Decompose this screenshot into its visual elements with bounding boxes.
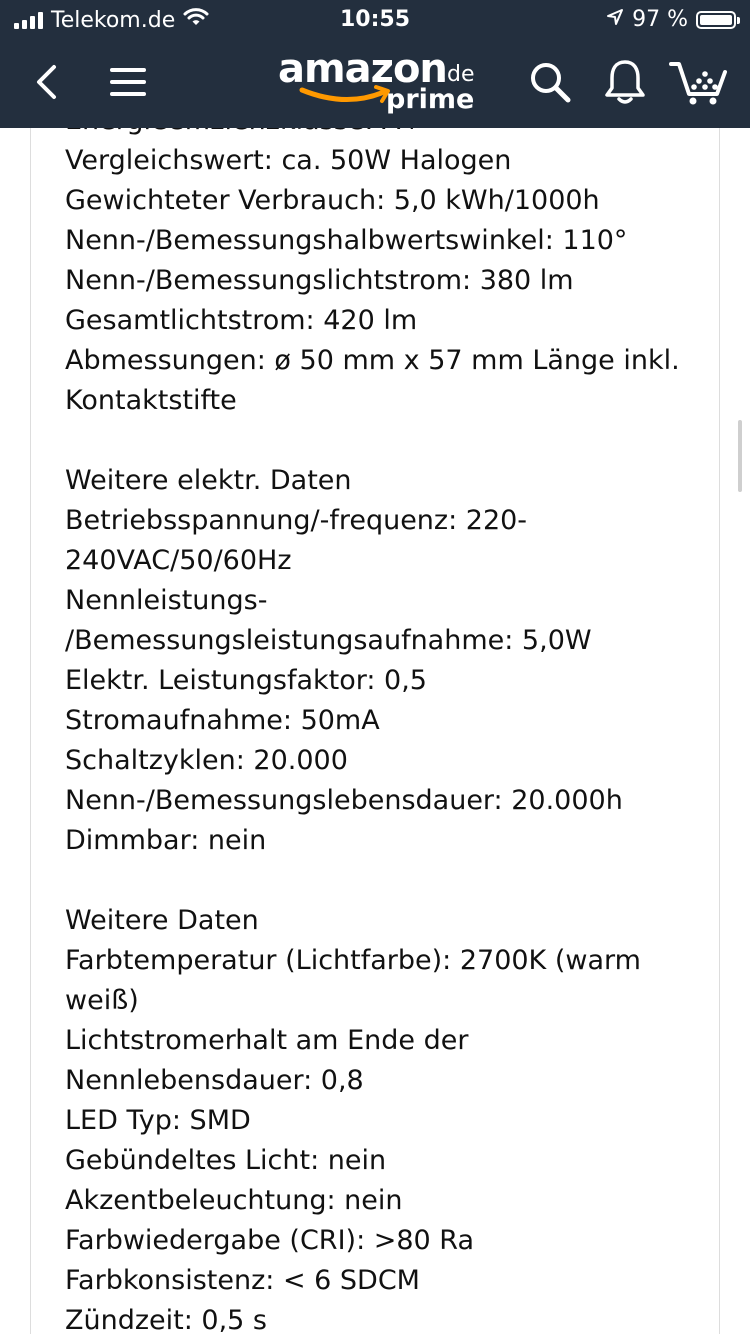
spec-line: Zündzeit: 0,5 s (65, 1305, 267, 1336)
logo-wordmark: amazon (278, 46, 447, 92)
spec-line: 240VAC/50/60Hz (65, 545, 292, 576)
spec-line: Weitere Daten (65, 905, 259, 936)
spec-line: Elektr. Leistungsfaktor: 0,5 (65, 665, 427, 696)
spec-line: Farbtemperatur (Lichtfarbe): 2700K (warm (65, 945, 641, 976)
carrier-label: Telekom.de (51, 7, 176, 33)
spec-line: Gewichteter Verbrauch: 5,0 kWh/1000h (65, 185, 600, 216)
scroll-indicator (738, 420, 742, 492)
location-icon (606, 7, 624, 32)
back-button[interactable] (26, 60, 66, 104)
menu-icon (109, 66, 147, 98)
spec-line: Nennlebensdauer: 0,8 (65, 1065, 364, 1096)
search-button[interactable] (526, 58, 574, 106)
spec-line: Nenn-/Bemessungslichtstrom: 380 lm (65, 265, 574, 296)
spec-line: Akzentbeleuchtung: nein (65, 1185, 403, 1216)
spec-line: Nenn-/Bemessungshalbwertswinkel: 110° (65, 225, 628, 256)
logo-prime: prime (386, 84, 475, 115)
cart-button[interactable] (668, 58, 730, 108)
spec-line: Betriebsspannung/-frequenz: 220- (65, 505, 528, 536)
nav-bar (0, 40, 750, 128)
spec-line: /Bemessungsleistungsaufnahme: 5,0W (65, 625, 592, 656)
spec-line: Gebündeltes Licht: nein (65, 1145, 387, 1176)
spec-line: Abmessungen: ø 50 mm x 57 mm Länge inkl. (65, 345, 680, 376)
spec-line: Schaltzyklen: 20.000 (65, 745, 348, 776)
clock: 10:55 (339, 7, 411, 32)
logo-domain: .de (440, 62, 475, 87)
spec-line: Farbwiedergabe (CRI): >80 Ra (65, 1225, 475, 1256)
spec-line: Nenn-/Bemessungslebensdauer: 20.000h (65, 785, 623, 816)
spec-line: Dimmbar: nein (65, 825, 267, 856)
battery-percent: 97 % (632, 7, 688, 32)
spec-line: Nennleistungs- (65, 585, 268, 616)
spec-line: Kontaktstifte (65, 385, 237, 416)
spec-line: Lichtstromerhalt am Ende der (65, 1025, 469, 1056)
status-bar (0, 0, 750, 40)
cart-icon (669, 60, 729, 106)
battery-icon (696, 11, 736, 29)
app-header (0, 0, 750, 128)
spec-line: LED Typ: SMD (65, 1105, 251, 1136)
spec-line: Farbkonsistenz: < 6 SDCM (65, 1265, 420, 1296)
blank-line (65, 861, 705, 901)
smile-icon (298, 84, 398, 108)
menu-button[interactable] (106, 60, 150, 104)
spec-list (65, 101, 705, 1341)
spec-line: weiß) (65, 985, 139, 1016)
bell-icon (603, 58, 647, 106)
product-description (30, 128, 720, 1334)
notifications-button[interactable] (600, 56, 650, 108)
amazon-prime-logo[interactable] (278, 46, 478, 124)
back-icon (34, 64, 58, 100)
spec-line: Gesamtlichtstrom: 420 lm (65, 305, 418, 336)
spec-line: Weitere elektr. Daten (65, 465, 352, 496)
blank-line (65, 421, 705, 461)
spec-line: Stromaufnahme: 50mA (65, 705, 380, 736)
spec-line: Vergleichswert: ca. 50W Halogen (65, 145, 512, 176)
search-icon (529, 61, 571, 103)
